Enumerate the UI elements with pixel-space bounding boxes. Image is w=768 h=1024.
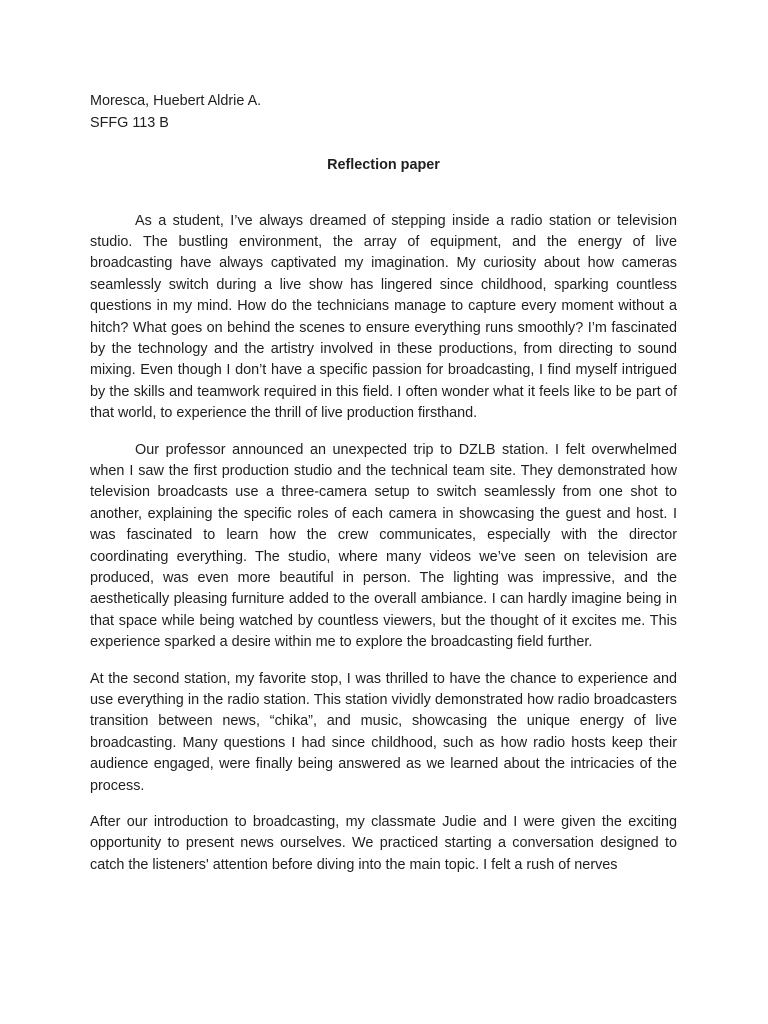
course-section: SFFG 113 B [90, 114, 169, 131]
paper-body [90, 211, 677, 877]
author-name: Moresca, Huebert Aldrie A. [90, 93, 262, 109]
paper-title: Reflection paper [327, 157, 440, 173]
paragraph-3: At the second station, my favorite stop, I was thrilled to have the chance to experience and use everything in the radio station. This station vividly demonstrated how radio broadcasters transition between news, “chika”, and music, showcasing the unique energy of live broadcasting. Many questions I had since childhood, such as how radio hosts keep their audience engaged, were finally being answered as we learned about the intricacies of the process. [90, 670, 677, 794]
document-page [90, 91, 677, 891]
paragraph-4: After our introduction to broadcasting, my classmate Judie and I were given the exciting opportunity to present news ourselves. We practiced starting a conversation designed to catch the listeners' attention before diving into the main topic. I felt a rush of nerves [90, 814, 677, 873]
paragraph-2: Our professor announced an unexpected trip to DZLB station. I felt overwhelmed when I saw the first production studio and the technical team site. They demonstrated how television broadcasts use a three-camera setup to switch seamlessly from one shot to another, explaining the specific roles of each camera in showcasing the guest and host. I was fascinated to learn how the crew communicates, especially with the director coordinating everything. The studio, where many videos we’ve seen on television are produced, was even more beautiful in person. The lighting was impressive, and the aesthetically pleasing furniture added to the overall ambiance. I can hardly imagine being in that space while being watched by countless viewers, but the thought of it excites me. This experience sparked a desire within me to explore the broadcasting field further. [90, 441, 677, 651]
paragraph-1: As a student, I’ve always dreamed of stepping inside a radio station or television studio. The bustling environment, the array of equipment, and the energy of live broadcasting have always captivated my imagination. My curiosity about how cameras seamlessly switch during a live show has lingered since childhood, sparking countless questions in my mind. How do the technicians manage to capture every moment without a hitch? What goes on behind the scenes to ensure everything runs smoothly? I’m fascinated by the technology and the artistry involved in these productions, from directing to sound mixing. Even though I don’t have a specific passion for broadcasting, I find myself intrigued by the skills and teamwork required in this field. I often wonder what it feels like to be part of that world, to experience the thrill of live production firsthand. [90, 212, 677, 422]
